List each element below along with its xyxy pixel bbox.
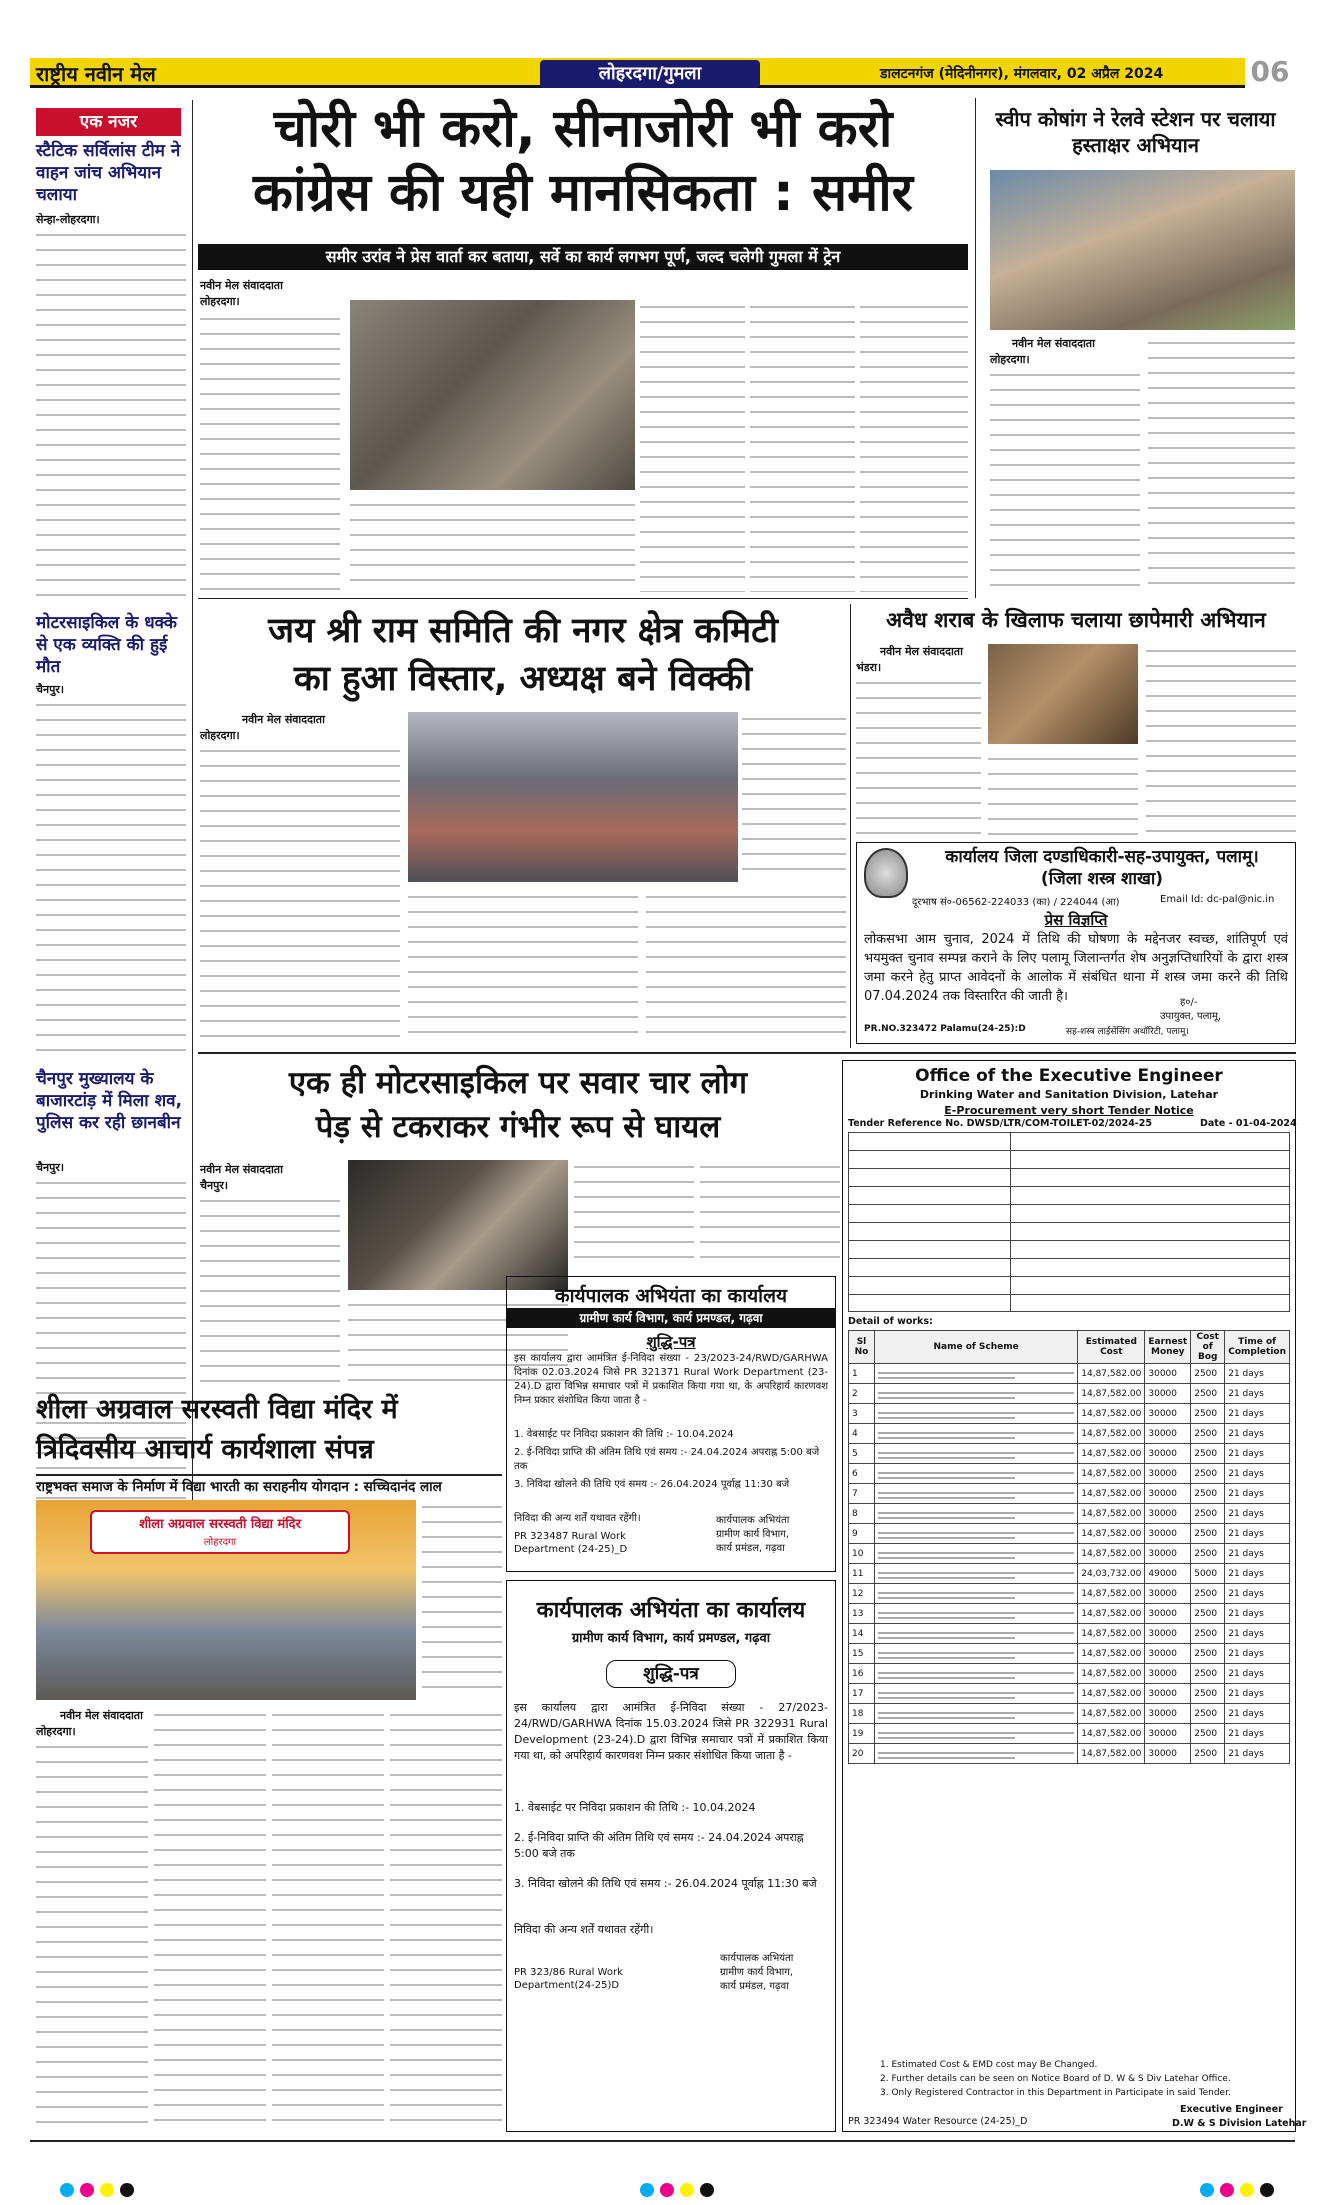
completion-time-cell: 21 days xyxy=(1225,1484,1290,1504)
ee-pr-no: PR 323494 Water Resource (24-25)_D xyxy=(848,2116,1028,2127)
sl-cell: 7 xyxy=(849,1484,875,1504)
registration-black xyxy=(120,2183,134,2197)
liquor-byline: नवीन मेल संवाददाता xyxy=(880,645,963,658)
earnest-money-cell: 30000 xyxy=(1145,1684,1191,1704)
ram-right-rule xyxy=(850,604,851,1048)
rwd1-sign3: कार्य प्रमंडल, गढ़वा xyxy=(716,1543,785,1554)
lead-headline-line2: कांग्रेस की यही मानसिकता : समीर xyxy=(253,163,913,223)
bog-cost-cell: 2500 xyxy=(1191,1664,1225,1684)
lead-byline: नवीन मेल संवाददाता xyxy=(200,279,283,292)
collector-phone: दूरभाष सं०-06562-224033 (का) / 224044 (आ) xyxy=(912,897,1120,908)
bog-cost-cell: 5000 xyxy=(1191,1564,1225,1584)
registration-yellow-2 xyxy=(680,2183,694,2197)
sl-cell: 8 xyxy=(849,1504,875,1524)
registration-magenta-2 xyxy=(660,2183,674,2197)
table-row xyxy=(849,1704,1290,1724)
registration-black-2 xyxy=(700,2183,714,2197)
rwd2-rest: निविदा की अन्य शर्तें यथावत रहेंगी। xyxy=(514,1923,654,1936)
estimated-cost-cell: 14,87,582.00 xyxy=(1078,1464,1145,1484)
scheme-cell xyxy=(875,1664,1078,1684)
rwd1-item3: 3. निविदा खोलने की तिथि एवं समय :- 26.04.2024 पूर्वाह्न 11:30 बजे xyxy=(514,1479,790,1490)
lead-text-col3 xyxy=(640,300,745,592)
lead-dateline: लोहरदगा। xyxy=(200,295,240,308)
ee-title: Office of the Executive Engineer xyxy=(915,1066,1223,1086)
ram-text-col1 xyxy=(200,744,400,1046)
sl-cell: 20 xyxy=(849,1744,875,1764)
left-story1-headline: स्टैटिक सर्विलांस टीम ने वाहन जांच अभियान चलाया xyxy=(36,141,181,205)
sweep-text-col1 xyxy=(990,368,1140,590)
sl-cell: 13 xyxy=(849,1604,875,1624)
left-story1-text xyxy=(36,228,186,606)
bog-cost-cell: 2500 xyxy=(1191,1364,1225,1384)
registration-yellow-3 xyxy=(1240,2183,1254,2197)
rwd1-rest: निविदा की अन्य शर्तें यथावत रहेंगी। xyxy=(514,1513,641,1524)
table-row xyxy=(849,1544,1290,1564)
ram-photo xyxy=(408,712,738,882)
school-text-col2 xyxy=(154,1708,266,2130)
earnest-money-cell: 30000 xyxy=(1145,1624,1191,1644)
completion-time-cell: 21 days xyxy=(1225,1384,1290,1404)
sl-cell: 11 xyxy=(849,1564,875,1584)
ee-note2: 2. Further details can be seen on Notice Board of D. W & S Div Latehar Office. xyxy=(880,2074,1231,2084)
earnest-money-cell: 30000 xyxy=(1145,1384,1191,1404)
completion-time-cell: 21 days xyxy=(1225,1364,1290,1384)
estimated-cost-cell: 14,87,582.00 xyxy=(1078,1604,1145,1624)
sl-cell: 9 xyxy=(849,1524,875,1544)
ee-eproc: E-Procurement very short Tender Notice xyxy=(944,1104,1194,1117)
table-row xyxy=(849,1744,1290,1764)
table-row xyxy=(849,1424,1290,1444)
school-byline: नवीन मेल संवाददाता xyxy=(60,1709,143,1722)
left-story2-headline: मोटरसाइकिल के धक्के से एक व्यक्ति की हुई मौत xyxy=(36,613,177,677)
bog-cost-cell: 2500 xyxy=(1191,1404,1225,1424)
scheme-cell xyxy=(875,1724,1078,1744)
collector-body: लोकसभा आम चुनाव, 2024 में तिथि की घोषणा के मद्देनजर स्वच्छ, शांतिपूर्ण एवं भयमुक्त चुनाव सम्पन्न कराने के लिए पलामू जिलान्तर्गत शेष अनुज्ञप्तिधारियों के द्वारा शस्त्र जमा करने हेतु प्राप्त आवेदनों के आलोक में संबंधित थाना में शस्त्र जमा करने की तिथि 07.04.2024 तक विस्तारित की जाती है। xyxy=(864,932,1288,1004)
accident-text-col3 xyxy=(574,1160,694,1270)
school-text-col3 xyxy=(272,1708,384,2130)
earnest-money-cell: 30000 xyxy=(1145,1544,1191,1564)
date-line: डालटनगंज (मेदिनीनगर), मंगलवार, 02 अप्रैल 2024 xyxy=(880,66,1164,82)
sl-cell: 5 xyxy=(849,1444,875,1464)
scheme-cell xyxy=(875,1524,1078,1544)
ram-dateline: लोहरदगा। xyxy=(200,729,240,742)
left-story1-dateline: सेन्हा-लोहरदगा। xyxy=(36,213,100,226)
registration-cyan-2 xyxy=(640,2183,654,2197)
rwd2-item2: 2. ई-निविदा प्राप्ति की अंतिम तिथि एवं समय :- 24.04.2024 अपराह्न 5:00 बजे तक xyxy=(514,1831,804,1860)
school-banner-place: लोहरदगा xyxy=(203,1537,237,1548)
collector-title: कार्यालय जिला दण्डाधिकारी-सह-उपायुक्त, पलामू। xyxy=(945,847,1259,867)
left-story2-dateline: चैनपुर। xyxy=(36,683,65,696)
earnest-money-cell: 30000 xyxy=(1145,1704,1191,1724)
school-rule xyxy=(36,1474,502,1476)
bog-cost-cell: 2500 xyxy=(1191,1384,1225,1404)
rwd1-item2: 2. ई-निविदा प्राप्ति की अंतिम तिथि एवं समय :- 24.04.2024 अपराह्न 5:00 बजे तक xyxy=(514,1447,820,1472)
bog-cost-cell: 2500 xyxy=(1191,1484,1225,1504)
sl-cell: 18 xyxy=(849,1704,875,1724)
bog-cost-cell: 2500 xyxy=(1191,1584,1225,1604)
completion-time-cell: 21 days xyxy=(1225,1744,1290,1764)
collector-sign-role: सह-शस्त्र लाईसेंसिंग अथॉरिटी, पलामू। xyxy=(1066,1027,1189,1037)
left-story3-dateline: चैनपुर। xyxy=(36,1161,65,1174)
bog-cost-cell: 2500 xyxy=(1191,1644,1225,1664)
sl-cell: 3 xyxy=(849,1404,875,1424)
earnest-money-cell: 30000 xyxy=(1145,1524,1191,1544)
bog-cost-cell: 2500 xyxy=(1191,1464,1225,1484)
collector-sign-post: उपायुक्त, पलामू, xyxy=(1160,1011,1222,1022)
sweep-dateline: लोहरदगा। xyxy=(990,353,1030,366)
table-row xyxy=(849,1584,1290,1604)
earnest-money-cell: 30000 xyxy=(1145,1364,1191,1384)
estimated-cost-cell: 14,87,582.00 xyxy=(1078,1744,1145,1764)
school-text-col0 xyxy=(422,1500,502,1700)
scheme-cell xyxy=(875,1424,1078,1444)
emblem-icon xyxy=(864,848,908,898)
sweep-headline: स्वीप कोषांग ने रेलवे स्टेशन पर चलाया हस्ताक्षर अभियान xyxy=(995,107,1276,157)
completion-time-cell: 21 days xyxy=(1225,1684,1290,1704)
scheme-cell xyxy=(875,1504,1078,1524)
collector-pr-no: PR.NO.323472 Palamu(24-25):D xyxy=(864,1024,1026,1034)
col-earnest: Earnest Money xyxy=(1145,1331,1191,1364)
registration-cyan xyxy=(60,2183,74,2197)
ee-info-divider xyxy=(1010,1132,1011,1312)
right-column-rule xyxy=(975,98,976,598)
earnest-money-cell: 30000 xyxy=(1145,1584,1191,1604)
lead-headline-line1: चोरी भी करो, सीनाजोरी भी करो xyxy=(273,99,893,159)
completion-time-cell: 21 days xyxy=(1225,1424,1290,1444)
earnest-money-cell: 30000 xyxy=(1145,1644,1191,1664)
completion-time-cell: 21 days xyxy=(1225,1624,1290,1644)
bog-cost-cell: 2500 xyxy=(1191,1704,1225,1724)
completion-time-cell: 21 days xyxy=(1225,1724,1290,1744)
accident-dateline: चैनपुर। xyxy=(200,1179,229,1192)
sl-cell: 12 xyxy=(849,1584,875,1604)
scheme-cell xyxy=(875,1364,1078,1384)
bog-cost-cell: 2500 xyxy=(1191,1504,1225,1524)
school-headline-line1: शीला अग्रवाल सरस्वती विद्या मंदिर में xyxy=(36,1394,398,1425)
estimated-cost-cell: 14,87,582.00 xyxy=(1078,1544,1145,1564)
estimated-cost-cell: 14,87,582.00 xyxy=(1078,1644,1145,1664)
earnest-money-cell: 30000 xyxy=(1145,1504,1191,1524)
estimated-cost-cell: 14,87,582.00 xyxy=(1078,1484,1145,1504)
col-estimated: Estimated Cost xyxy=(1078,1331,1145,1364)
sl-cell: 15 xyxy=(849,1644,875,1664)
estimated-cost-cell: 14,87,582.00 xyxy=(1078,1624,1145,1644)
ee-subtitle: Drinking Water and Sanitation Division, Latehar xyxy=(919,1088,1219,1101)
completion-time-cell: 21 days xyxy=(1225,1604,1290,1624)
sl-cell: 10 xyxy=(849,1544,875,1564)
lead-text-col5 xyxy=(860,300,968,592)
table-row xyxy=(849,1564,1290,1584)
school-subhead: राष्ट्रभक्त समाज के निर्माण में विद्या भारती का सराहनीय योगदान : सच्चिदानंद लाल xyxy=(36,1479,442,1495)
earnest-money-cell: 30000 xyxy=(1145,1744,1191,1764)
rwd2-sign2: ग्रामीण कार्य विभाग, xyxy=(720,1967,794,1978)
accident-photo xyxy=(348,1160,568,1290)
completion-time-cell: 21 days xyxy=(1225,1504,1290,1524)
sl-cell: 16 xyxy=(849,1664,875,1684)
estimated-cost-cell: 14,87,582.00 xyxy=(1078,1524,1145,1544)
scheme-cell xyxy=(875,1644,1078,1664)
rwd2-item3: 3. निविदा खोलने की तिथि एवं समय :- 26.04.2024 पूर्वाह्न 11:30 बजे xyxy=(514,1877,817,1890)
school-text-col1 xyxy=(36,1740,148,2130)
collector-subtitle: (जिला शस्त्र शाखा) xyxy=(1040,869,1164,889)
earnest-money-cell: 49000 xyxy=(1145,1564,1191,1584)
lead-photo xyxy=(350,300,635,490)
footer-rule xyxy=(30,2140,1295,2142)
registration-magenta-3 xyxy=(1220,2183,1234,2197)
left-story3-headline: चैनपुर मुख्यालय के बाजारटांड़ में मिला शव, पुलिस कर रही छानबीन xyxy=(36,1069,183,1133)
section-tag: एक नजर xyxy=(36,108,181,136)
scheme-cell xyxy=(875,1684,1078,1704)
estimated-cost-cell: 24,03,732.00 xyxy=(1078,1564,1145,1584)
bog-cost-cell: 2500 xyxy=(1191,1524,1225,1544)
collector-email: Email Id: dc-pal@nic.in xyxy=(1160,894,1275,905)
table-row xyxy=(849,1504,1290,1524)
accident-headline-line2: पेड़ से टकराकर गंभीर रूप से घायल xyxy=(315,1109,721,1145)
completion-time-cell: 21 days xyxy=(1225,1444,1290,1464)
col-sl: Sl No xyxy=(849,1331,875,1364)
school-banner-text: शीला अग्रवाल सरस्वती विद्या मंदिर xyxy=(139,1517,301,1532)
liquor-text-col3 xyxy=(1146,644,1296,836)
lead-text-col1 xyxy=(200,312,340,592)
page-number: 06 xyxy=(1245,52,1295,92)
table-row xyxy=(849,1664,1290,1684)
sweep-byline: नवीन मेल संवाददाता xyxy=(1012,337,1095,350)
registration-cyan-3 xyxy=(1200,2183,1214,2197)
rwd1-subtitle: ग्रामीण कार्य विभाग, कार्य प्रमण्डल, गढ़वा xyxy=(506,1308,836,1328)
bog-cost-cell: 2500 xyxy=(1191,1444,1225,1464)
registration-yellow xyxy=(100,2183,114,2197)
ee-date: Date - 01-04-2024 xyxy=(1200,1118,1297,1129)
accident-text-col4 xyxy=(700,1160,840,1270)
estimated-cost-cell: 14,87,582.00 xyxy=(1078,1444,1145,1464)
scheme-cell xyxy=(875,1584,1078,1604)
scheme-cell xyxy=(875,1464,1078,1484)
earnest-money-cell: 30000 xyxy=(1145,1464,1191,1484)
table-row xyxy=(849,1624,1290,1644)
paper-name: राष्ट्रीय नवीन मेल xyxy=(36,62,156,86)
scheme-cell xyxy=(875,1384,1078,1404)
estimated-cost-cell: 14,87,582.00 xyxy=(1078,1664,1145,1684)
ee-note1: 1. Estimated Cost & EMD cost may Be Changed. xyxy=(880,2060,1098,2070)
registration-black-3 xyxy=(1260,2183,1274,2197)
liquor-photo xyxy=(988,644,1138,744)
collector-sign: ह०/- xyxy=(1180,997,1198,1008)
scheme-cell xyxy=(875,1564,1078,1584)
table-row xyxy=(849,1604,1290,1624)
table-row xyxy=(849,1464,1290,1484)
col-time: Time of Completion xyxy=(1225,1331,1290,1364)
completion-time-cell: 21 days xyxy=(1225,1464,1290,1484)
accident-byline: नवीन मेल संवाददाता xyxy=(200,1163,283,1176)
earnest-money-cell: 30000 xyxy=(1145,1724,1191,1744)
lead-text-col2 xyxy=(350,498,635,592)
rwd2-body: इस कार्यालय द्वारा आमंत्रित ई-निविदा संख्या - 27/2023-24/RWD/GARHWA दिनांक 15.03.2024 जिसे PR 322931 Rural Development (23-24).D द्वारा विभिन्न समाचार पत्रों में प्रकाशित किया गया था, को अपरिहार्य कारणवश निम्न प्रकार संशोधित किया जाता है - xyxy=(514,1701,828,1762)
edition-label: लोहरदगा/गुमला xyxy=(540,60,760,88)
scheme-cell xyxy=(875,1704,1078,1724)
lead-bottom-rule xyxy=(198,598,968,599)
rwd1-sign2: ग्रामीण कार्य विभाग, xyxy=(716,1529,790,1540)
rwd1-sign1: कार्यपालक अभियंता xyxy=(716,1515,790,1526)
bog-cost-cell: 2500 xyxy=(1191,1544,1225,1564)
sweep-text-col2 xyxy=(1148,336,1295,590)
ram-headline-line1: जय श्री राम समिति की नगर क्षेत्र कमिटी xyxy=(268,611,778,651)
table-row xyxy=(849,1444,1290,1464)
completion-time-cell: 21 days xyxy=(1225,1404,1290,1424)
estimated-cost-cell: 14,87,582.00 xyxy=(1078,1704,1145,1724)
col-bog: Cost of Bog xyxy=(1191,1331,1225,1364)
rwd2-subtitle: ग्रामीण कार्य विभाग, कार्य प्रमण्डल, गढ़वा xyxy=(571,1631,771,1646)
bog-cost-cell: 2500 xyxy=(1191,1684,1225,1704)
rwd2-title: कार्यपालक अभियंता का कार्यालय xyxy=(536,1598,806,1623)
liquor-headline: अवैध शराब के खिलाफ चलाया छापेमारी अभियान xyxy=(886,608,1266,632)
rwd1-item1: 1. वेबसाईट पर निविदा प्रकाशन की तिथि :- 10.04.2024 xyxy=(514,1429,734,1440)
sl-cell: 1 xyxy=(849,1364,875,1384)
ram-headline-line2: का हुआ विस्तार, अध्यक्ष बने विक्की xyxy=(293,659,753,699)
table-row xyxy=(849,1364,1290,1384)
rwd2-sign1: कार्यपालक अभियंता xyxy=(720,1953,794,1964)
bog-cost-cell: 2500 xyxy=(1191,1604,1225,1624)
earnest-money-cell: 30000 xyxy=(1145,1664,1191,1684)
table-row xyxy=(849,1684,1290,1704)
rwd1-corrigendum-head: शुद्धि-पत्र xyxy=(646,1333,696,1351)
table-row xyxy=(849,1384,1290,1404)
registration-magenta xyxy=(80,2183,94,2197)
estimated-cost-cell: 14,87,582.00 xyxy=(1078,1404,1145,1424)
earnest-money-cell: 30000 xyxy=(1145,1424,1191,1444)
sl-cell: 2 xyxy=(849,1384,875,1404)
table-row xyxy=(849,1644,1290,1664)
estimated-cost-cell: 14,87,582.00 xyxy=(1078,1504,1145,1524)
liquor-text-col1 xyxy=(856,676,981,836)
sl-cell: 17 xyxy=(849,1684,875,1704)
sl-cell: 6 xyxy=(849,1464,875,1484)
estimated-cost-cell: 14,87,582.00 xyxy=(1078,1684,1145,1704)
rwd1-pr-no: PR 323487 Rural Work Department (24-25)_D xyxy=(514,1531,628,1555)
earnest-money-cell: 30000 xyxy=(1145,1404,1191,1424)
table-row xyxy=(849,1404,1290,1424)
rwd2-pr-no: PR 323/86 Rural Work Department(24-25)D xyxy=(514,1967,623,1991)
ram-byline: नवीन मेल संवाददाता xyxy=(242,713,325,726)
rwd2-sign3: कार्य प्रमंडल, गढ़वा xyxy=(720,1981,789,1992)
rwd1-title: कार्यपालक अभियंता का कार्यालय xyxy=(555,1285,787,1307)
lead-text-col4 xyxy=(750,300,855,592)
ram-text-col4 xyxy=(742,712,846,882)
bog-cost-cell: 2500 xyxy=(1191,1624,1225,1644)
table-row xyxy=(849,1484,1290,1504)
rwd2-corrigendum-head: शुद्धि-पत्र xyxy=(606,1660,736,1688)
bog-cost-cell: 2500 xyxy=(1191,1744,1225,1764)
liquor-dateline: भंडरा। xyxy=(856,661,882,674)
ram-text-col5 xyxy=(740,890,846,891)
col-scheme: Name of Scheme xyxy=(875,1331,1078,1364)
estimated-cost-cell: 14,87,582.00 xyxy=(1078,1724,1145,1744)
scheme-cell xyxy=(875,1444,1078,1464)
earnest-money-cell: 30000 xyxy=(1145,1484,1191,1504)
scheme-cell xyxy=(875,1604,1078,1624)
estimated-cost-cell: 14,87,582.00 xyxy=(1078,1384,1145,1404)
sweep-photo xyxy=(990,170,1295,330)
completion-time-cell: 21 days xyxy=(1225,1544,1290,1564)
earnest-money-cell: 30000 xyxy=(1145,1604,1191,1624)
completion-time-cell: 21 days xyxy=(1225,1524,1290,1544)
ee-sign2: D.W & S Division Latehar xyxy=(1172,2118,1307,2129)
ee-sign1: Executive Engineer xyxy=(1180,2104,1283,2115)
table-row xyxy=(849,1524,1290,1544)
ee-detail-head: Detail of works: xyxy=(848,1316,933,1327)
ram-text-col2 xyxy=(408,890,638,1046)
bog-cost-cell: 2500 xyxy=(1191,1424,1225,1444)
ee-info-table xyxy=(848,1132,1290,1312)
scheme-cell xyxy=(875,1624,1078,1644)
scheme-cell xyxy=(875,1544,1078,1564)
estimated-cost-cell: 14,87,582.00 xyxy=(1078,1364,1145,1384)
left-column-rule xyxy=(192,100,193,1590)
school-text-col4 xyxy=(390,1708,502,2130)
scheme-cell xyxy=(875,1744,1078,1764)
school-dateline: लोहरदगा। xyxy=(36,1725,76,1738)
completion-time-cell: 21 days xyxy=(1225,1564,1290,1584)
accident-headline-line1: एक ही मोटरसाइकिल पर सवार चार लोग xyxy=(288,1065,748,1101)
sl-cell: 14 xyxy=(849,1624,875,1644)
bog-cost-cell: 2500 xyxy=(1191,1724,1225,1744)
ee-note3: 3. Only Registered Contractor in this Department in Participate in said Tender. xyxy=(880,2088,1231,2098)
ram-text-col3 xyxy=(646,890,846,1046)
press-release-head: प्रेस विज्ञप्ति xyxy=(1044,911,1108,929)
table-row xyxy=(849,1724,1290,1744)
left-story2-text xyxy=(36,698,186,1063)
rwd1-body: इस कार्यालय द्वारा आमंत्रित ई-निविदा संख्या - 23/2023-24/RWD/GARHWA दिनांक 02.03.2024 जिसे PR 321371 Rural Work Department (23-24).D द्वारा विभिन्न समाचार पत्रों में प्रकाशित किया गया था, के अपरिहार्य कारणवश निम्न प्रकार संशोधित किया जाता है - xyxy=(514,1353,828,1406)
accident-text-col1 xyxy=(200,1194,340,1384)
completion-time-cell: 21 days xyxy=(1225,1644,1290,1664)
completion-time-cell: 21 days xyxy=(1225,1704,1290,1724)
school-headline-line2: त्रिदिवसीय आचार्य कार्यशाला संपन्न xyxy=(36,1434,374,1465)
sl-cell: 4 xyxy=(849,1424,875,1444)
scheme-cell xyxy=(875,1404,1078,1424)
mid-horizontal-rule xyxy=(198,1052,1296,1054)
estimated-cost-cell: 14,87,582.00 xyxy=(1078,1584,1145,1604)
liquor-text-col2 xyxy=(988,752,1138,836)
ee-ref: Tender Reference No. DWSD/LTR/COM-TOILET-02/2024-25 xyxy=(848,1118,1152,1129)
ee-works-table xyxy=(848,1330,1290,1764)
completion-time-cell: 21 days xyxy=(1225,1584,1290,1604)
completion-time-cell: 21 days xyxy=(1225,1664,1290,1684)
lead-subhead: समीर उरांव ने प्रेस वार्ता कर बताया, सर्वे का कार्य लगभग पूर्ण, जल्द चलेगी गुमला में ट्रेन xyxy=(198,244,968,270)
earnest-money-cell: 30000 xyxy=(1145,1444,1191,1464)
sl-cell: 19 xyxy=(849,1724,875,1744)
scheme-cell xyxy=(875,1484,1078,1504)
estimated-cost-cell: 14,87,582.00 xyxy=(1078,1424,1145,1444)
rwd2-item1: 1. वेबसाईट पर निविदा प्रकाशन की तिथि :- 10.04.2024 xyxy=(514,1801,756,1814)
accident-lower-text xyxy=(200,1390,500,1391)
